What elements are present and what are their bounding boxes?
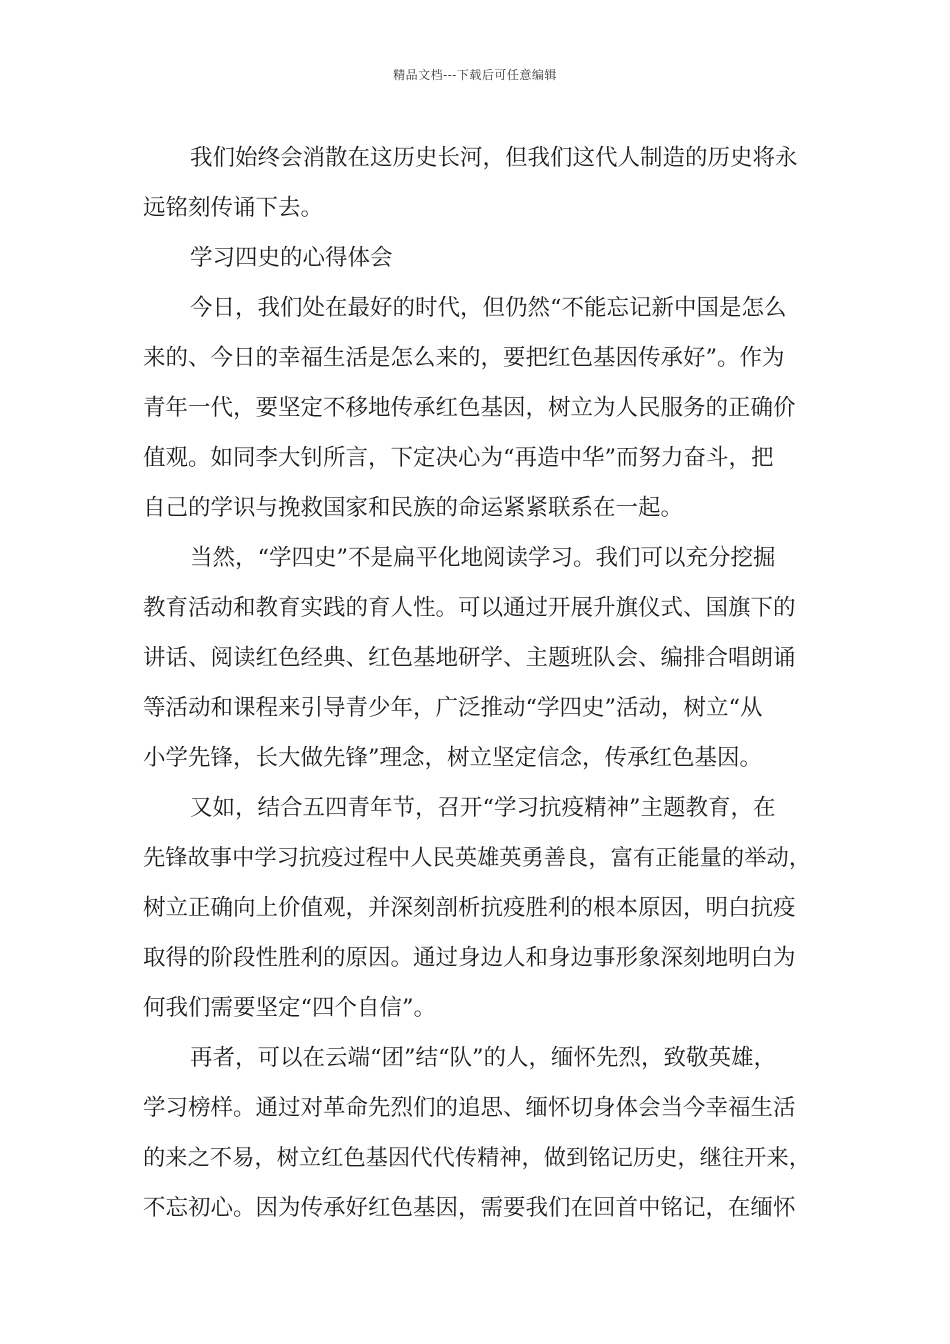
page-header: 精品文档---下载后可任意编辑 xyxy=(393,68,557,82)
text-line: 等活动和课程来引导青少年，广泛推动“学四史”活动，树立“从 xyxy=(143,695,763,721)
document-body xyxy=(143,133,815,1233)
text-line: 青年一代，要坚定不移地传承红色基因，树立为人民服务的正确价 xyxy=(143,395,796,421)
text-line: 的来之不易，树立红色基因代代传精神，做到铭记历史，继往开来， xyxy=(143,1145,811,1171)
text-line: 学习榜样。通过对革命先烈们的追思、缅怀切身体会当今幸福生活 xyxy=(143,1095,796,1121)
section-heading: 学习四史的心得体会 xyxy=(190,245,393,271)
text-line: 树立正确向上价值观，并深刻剖析抗疫胜利的根本原因，明白抗疫 xyxy=(143,895,796,921)
text-line: 先锋故事中学习抗疫过程中人民英雄英勇善良，富有正能量的举动， xyxy=(143,845,811,871)
text-line: 讲话、阅读红色经典、红色基地研学、主题班队会、编排合唱朗诵 xyxy=(143,645,796,671)
text-line: 何我们需要坚定“四个自信”。 xyxy=(143,995,437,1021)
text-line: 今日，我们处在最好的时代，但仍然“不能忘记新中国是怎么 xyxy=(190,295,787,321)
text-line: 当然，“学四史”不是扁平化地阅读学习。我们可以充分挖掘 xyxy=(190,545,776,571)
text-line: 不忘初心。因为传承好红色基因，需要我们在回首中铭记，在缅怀 xyxy=(143,1195,796,1221)
text-line: 我们始终会消散在这历史长河，但我们这代人制造的历史将永 xyxy=(190,145,798,171)
text-line: 远铭刻传诵下去。 xyxy=(143,195,324,221)
text-line: 取得的阶段性胜利的原因。通过身边人和身边事形象深刻地明白为 xyxy=(143,945,796,971)
text-line: 再者，可以在云端“团”结“队”的人，缅怀先烈，致敬英雄， xyxy=(190,1045,777,1071)
text-line: 教育活动和教育实践的育人性。可以通过开展升旗仪式、国旗下的 xyxy=(143,595,796,621)
text-line: 自己的学识与挽救国家和民族的命运紧紧联系在一起。 xyxy=(143,495,684,521)
text-line: 又如，结合五四青年节，召开“学习抗疫精神”主题教育，在 xyxy=(190,795,776,821)
text-line: 值观。如同李大钊所言，下定决心为“再造中华”而努力奋斗，把 xyxy=(143,445,774,471)
text-line: 来的、今日的幸福生活是怎么来的，要把红色基因传承好”。作为 xyxy=(143,345,785,371)
text-line: 小学先锋，长大做先锋”理念，树立坚定信念，传承红色基因。 xyxy=(143,745,763,771)
